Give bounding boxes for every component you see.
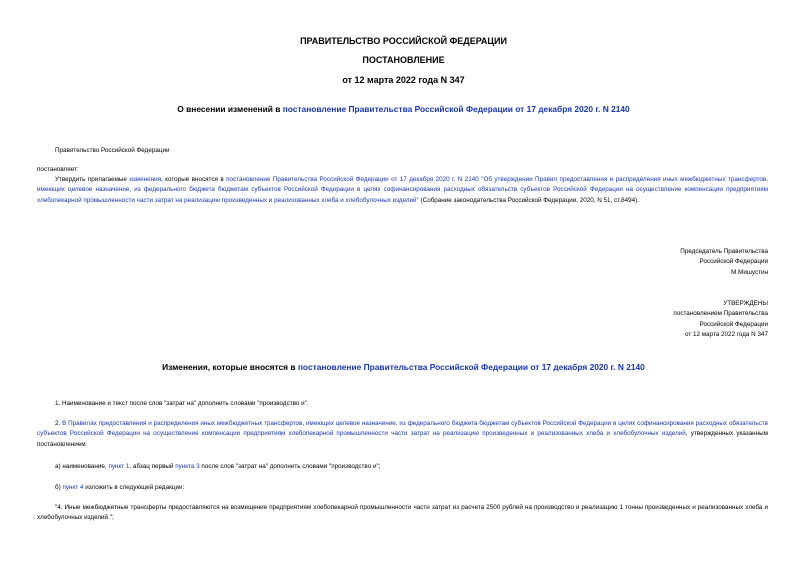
p1-text-b: , которые вносятся в xyxy=(161,176,227,183)
changes-heading xyxy=(0,362,807,372)
p1-text-c: (Собрание законодательства Российской Федерации, 2020, N 51, ст.8494). xyxy=(418,196,639,204)
item-a-text-3: после слов "затрат на" дополнить словами "производство и"; xyxy=(199,463,381,470)
item-2 xyxy=(37,419,768,450)
government-title: ПРАВИТЕЛЬСТВО РОССИЙСКОЙ ФЕДЕРАЦИИ xyxy=(300,36,507,46)
signature-block xyxy=(500,247,768,278)
quoted-point-4: "4. Иные межбюджетные трансферты предоставляются на возмещение предприятиям хлебопекарной промышленности части затрат из расчета 2500 рублей на производство и реализацию 1 тонны произведенных и реализованных хлеба и хлебобулочных изделий."; xyxy=(37,504,768,522)
point-4-link[interactable]: пункт 4 xyxy=(62,484,84,491)
p1-text-a: Утвердить прилагаемые xyxy=(55,176,130,183)
approved-label: УТВЕРЖДЕНЫ xyxy=(723,300,768,307)
resolution-link[interactable]: постановление Правительства Российской Федерации от 17 декабря 2020 г. N 2140 "Об утверждении Правил предоставления и распределения иных межбюджетных трансфертов, имеющих целевое назначение, из федерального бюджета бюджетам субъектов Российской Федерации в целях софинансирования расходных обязательств субъектов Российской Федерации на осуществление компенсации предприятиям хлебопекарной промышленности части затрат на реализацию произведенных и реализованных хлеба и хлебобулочных изделий" xyxy=(37,176,768,204)
resolution-paragraph xyxy=(37,175,768,206)
item-a xyxy=(55,462,380,472)
resolves-line: постановляет: xyxy=(37,166,79,173)
item-b xyxy=(55,483,184,493)
heading-link[interactable]: постановление Правительства Российской Федерации от 17 декабря 2020 г. N 2140 xyxy=(282,104,630,114)
approved-by: постановлением Правительства xyxy=(673,310,768,318)
item-2-number: 2. xyxy=(55,420,63,427)
signature-country: Российской Федерации xyxy=(699,258,768,266)
issuer-line: Правительство Российской Федерации xyxy=(55,147,170,154)
changes-heading-link[interactable]: постановление Правительства Российской Федерации от 17 декабря 2020 г. N 2140 xyxy=(297,362,645,372)
document-type: ПОСТАНОВЛЕНИЕ xyxy=(362,55,445,65)
heading-prefix: О внесении изменений в xyxy=(177,104,283,114)
item-b-text-1: б) xyxy=(55,484,63,491)
approved-country: Российской Федерации xyxy=(699,320,768,328)
item-a-text-2: , абзац первый xyxy=(129,463,176,470)
signature-name: М.Мишустин xyxy=(731,268,768,276)
point-1-link[interactable]: пункт 1 xyxy=(108,463,130,470)
point-3-link[interactable]: пункта 3 xyxy=(175,463,200,470)
approved-date: от 12 марта 2022 года N 347 xyxy=(684,331,768,339)
document-heading xyxy=(0,104,807,114)
item-1: 1. Наименование и текст после слов "затрат на" дополнить словами "производство и". xyxy=(55,400,309,407)
changes-heading-prefix: Изменения, которые вносятся в xyxy=(162,362,298,372)
document-date-number: от 12 марта 2022 года N 347 xyxy=(342,75,465,85)
rules-link[interactable]: В Правилах предоставления и распределения иных межбюджетных трансфертов, имеющих целевое назначение, из федерального бюджета бюджетам субъектов Российской Федерации в целях софинансирования расходных обязательств субъектов Российской Федерации на осуществление компенсации предприятиям хлебопекарной промышленности части затрат на реализацию произведенных и реализованных хлеба и хлебобулочных изделий xyxy=(37,420,768,438)
item-2-tail: , утвержденных указанным постановлением: xyxy=(37,430,768,448)
item-b-text-2: изложить в следующей редакции: xyxy=(83,484,185,491)
approval-block xyxy=(500,299,768,341)
item-a-text-1: а) наименование, xyxy=(55,463,109,470)
signature-title: Председатель Правительства xyxy=(680,248,768,255)
changes-link[interactable]: изменения xyxy=(129,176,161,183)
